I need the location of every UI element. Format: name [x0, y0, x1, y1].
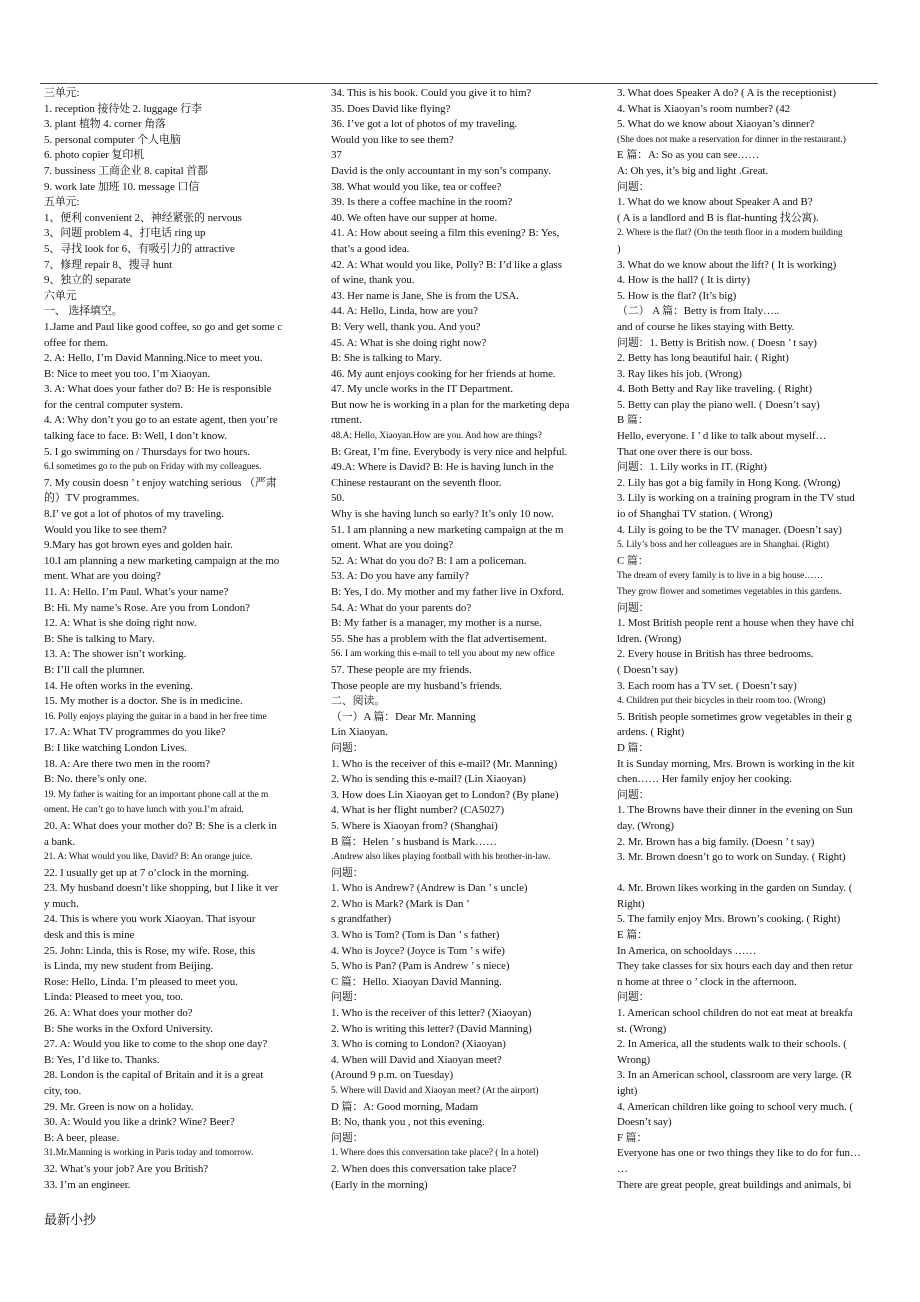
text-line: B: No. there’s only one. — [44, 773, 147, 786]
text-line: 3. How does Lin Xiaoyan get to London? (By plane) — [331, 788, 559, 801]
text-line: 4. Children put their bicycles in their room too. (Wrong) — [617, 696, 826, 707]
text-line: 5. I go swimming on / Thursdays for two hours. — [44, 445, 250, 458]
text-line: 2. Who is writing this letter? (David Manning) — [331, 1022, 532, 1035]
text-line: 52. A: What do you do? B: I am a policeman. — [331, 554, 527, 567]
text-line: ( Doesn’t say) — [617, 663, 678, 676]
text-line: talking face to face. B: Well, I don’t know. — [44, 430, 228, 443]
text-line: 27. A: Would you like to come to the shop one day? — [44, 1038, 268, 1051]
text-line — [617, 866, 879, 882]
text-line: 5. How is the flat? (It’s big) — [617, 289, 737, 302]
text-line: Linda: Pleased to meet you, too. — [44, 991, 184, 1004]
text-line: is Linda, my new student from Beijing. — [44, 960, 214, 973]
text-line: （二） A 篇：Betty is from Italy….. — [617, 305, 780, 318]
text-line: st. (Wrong) — [617, 1022, 667, 1035]
text-line: 51. I am planning a new marketing campaign at the m — [331, 523, 564, 536]
text-line: offee for them. — [44, 336, 109, 349]
text-line: C 篇： — [617, 554, 649, 567]
text-line: .Andrew also likes playing football with his brother-in-law. — [331, 852, 551, 863]
text-line: 28. London is the capital of Britain and it is a great — [44, 1069, 264, 1082]
text-line: 5、寻找 look for 6、有吸引力的 attractive — [44, 242, 235, 255]
text-line: 1. The Browns have their dinner in the evening on Sun — [617, 804, 853, 817]
text-line: chen…… Her family enjoy her cooking. — [617, 773, 792, 786]
text-line: 4. Mr. Brown likes working in the garden on Sunday. ( — [617, 882, 853, 895]
text-line: 32. What’s your job? Are you British? — [44, 1162, 209, 1175]
text-line: 48.A: Hello, Xiaoyan.How are you. And how are things? — [331, 431, 542, 442]
text-line: 3. A: What does your father do? B: He is responsible — [44, 383, 272, 396]
text-line: of wine, thank you. — [331, 274, 415, 287]
text-line: 3. Who is Tom? (Tom is Dan ’ s father) — [331, 929, 500, 942]
text-line: 45. A: What is she doing right now? — [331, 336, 487, 349]
text-line: 38. What would you like, tea or coffee? — [331, 180, 502, 193]
text-line: 6.I sometimes go to the pub on Friday with my colleagues. — [44, 462, 262, 473]
text-line: 13. A: The shower isn’t working. — [44, 648, 187, 661]
text-line: B: I like watching London Lives. — [44, 741, 187, 754]
text-line: a bank. — [44, 835, 76, 848]
text-line: 23. My husband doesn’t like shopping, but I like it ver — [44, 882, 279, 895]
text-line: 41. A: How about seeing a film this evening? B: Yes, — [331, 227, 560, 240]
text-line: 42. A: What would you like, Polly? B: I’d like a glass — [331, 258, 562, 271]
text-line: B: I’ll call the plumner. — [44, 663, 145, 676]
text-line: E 篇： — [617, 929, 648, 942]
text-line: B: She is talking to Mary. — [44, 632, 155, 645]
text-line: 5. Where will David and Xiaoyan meet? (At the airport) — [331, 1086, 539, 1096]
text-line: ardens. ( Right) — [617, 726, 685, 739]
text-line: 5. The family enjoy Mrs. Brown’s cooking. ( Right) — [617, 913, 841, 926]
text-line: 问题： — [331, 866, 364, 879]
text-line: 1. Who is the receiver of this letter? (Xiaoyan) — [331, 1007, 532, 1020]
text-line: Right) — [617, 897, 645, 910]
page-footer: 最新小抄 — [44, 1212, 97, 1227]
text-line: 7. bussiness 工商企业 8. capital 首都 — [44, 164, 208, 177]
text-line: 5. What do we know about Xiaoyan’s dinner? — [617, 118, 815, 131]
text-line: 4. How is the hall? ( It is dirty) — [617, 274, 750, 287]
column-left — [44, 86, 306, 1193]
text-line: 49.A: Where is David? B: He is having lunch in the — [331, 461, 554, 474]
text-line: 3. Lily is working on a training program in the TV stud — [617, 492, 855, 505]
text-line: 5. British people sometimes grow vegetables in their g — [617, 710, 852, 723]
text-line: 31.Mr.Manning is working in Paris today and tomorrow. — [44, 1148, 254, 1159]
text-line: 11. A: Hello. I’m Paul. What’s your name? — [44, 586, 229, 598]
text-line: 1. Where does this conversation take place? ( In a hotel) — [331, 1148, 539, 1159]
text-line: 2. Who is Mark? (Mark is Dan ’ — [331, 897, 470, 910]
text-line: 3. In an American school, classroom are very large. (R — [617, 1069, 852, 1082]
text-line: Why is she having lunch so early? It’s only 10 now. — [331, 508, 554, 521]
text-line: E 篇：A: So as you can see…… — [617, 149, 760, 162]
column-right — [617, 86, 879, 1193]
text-line: 3. Ray likes his job. (Wrong) — [617, 367, 742, 380]
text-line: B: My father is a manager, my mother is a nurse. — [331, 617, 542, 630]
text-line: 问题： — [331, 1131, 364, 1144]
text-line: 19. My father is waiting for an important phone call at the m — [44, 789, 269, 800]
text-line: C 篇：Hello. Xiaoyan David Manning. — [331, 975, 502, 988]
text-line: David is the only accountant in my son’s company. — [331, 164, 551, 177]
text-line: 56. I am working this e-mail to tell you about my new office — [331, 649, 555, 660]
text-line: ldren. (Wrong) — [617, 632, 682, 645]
text-line: 30. A: Would you like a drink? Wine? Beer? — [44, 1116, 235, 1129]
text-line: 1. Who is the receiver of this e-mail? (Mr. Manning) — [331, 757, 558, 770]
text-line: y much. — [44, 897, 79, 910]
text-line: 55. She has a problem with the flat advertisement. — [331, 632, 547, 645]
text-line: 2. Every house in British has three bedrooms. — [617, 648, 814, 661]
text-line: There are great people, great buildings and animals, bi — [617, 1178, 852, 1191]
text-line: B: A beer, please. — [44, 1131, 120, 1144]
text-line: 三单元: — [44, 87, 80, 99]
text-line: 25. John: Linda, this is Rose, my wife. Rose, this — [44, 944, 256, 957]
text-line: 34. This is his book. Could you give it to him? — [331, 87, 532, 99]
text-line: B: Hi. My name’s Rose. Are you from London? — [44, 601, 250, 614]
text-line: They grow flower and sometimes vegetables in this gardens. — [617, 587, 842, 597]
text-line: ight) — [617, 1085, 638, 1097]
text-line: 12. A: What is she doing right now. — [44, 617, 197, 630]
text-line: 43. Her name is Jane, She is from the USA. — [331, 289, 519, 302]
text-line: 二、阅读。 — [331, 695, 386, 708]
text-line: 35. Does David like flying? — [331, 102, 451, 115]
text-line: 7、修理 repair 8、搜寻 hunt — [44, 258, 173, 271]
text-line: 39. Is there a coffee machine in the room? — [331, 196, 513, 209]
text-line: for the central computer system. — [44, 398, 184, 411]
text-line: ) — [617, 242, 621, 255]
text-line: 2. Betty has long beautiful hair. ( Right) — [617, 352, 789, 365]
text-line: Hello, everyone. I ’ d like to talk about myself… — [617, 430, 827, 443]
text-line: 问题：1. Lily works in IT. (Right) — [617, 461, 767, 474]
text-line: 26. A: What does your mother do? — [44, 1007, 193, 1020]
text-line: 5. Betty can play the piano well. ( Doesn’t say) — [617, 398, 820, 411]
text-line: B 篇： — [617, 414, 649, 427]
text-line: B: Nice to meet you too. I’m Xiaoyan. — [44, 367, 211, 380]
text-line: 3. What does Speaker A do? ( A is the receptionist) — [617, 87, 836, 99]
text-line: It is Sunday morning, Mrs. Brown is working in the kit — [617, 757, 855, 770]
text-line: They take classes for six hours each day and then retur — [617, 960, 853, 973]
text-line: 8.I’ ve got a lot of photos of my traveling. — [44, 508, 224, 521]
text-line: 3、问题 problem 4、打电话 ring up — [44, 227, 206, 240]
text-line: n home at three o ’ clock in the afternoon. — [617, 975, 797, 988]
text-line: B: Great, I’m fine. Everybody is very nice and helpful. — [331, 445, 568, 458]
text-line: Would you like to see them? — [331, 133, 454, 146]
text-line: 1.Jame and Paul like good coffee, so go and get some c — [44, 320, 283, 333]
text-line: 9. work late 加班 10. message 口信 — [44, 180, 200, 193]
text-line: and of course he likes staying with Betty. — [617, 320, 795, 333]
text-line: 7. My cousin doesn ’ t enjoy watching serious （严肃 — [44, 476, 277, 489]
text-line: 2. When does this conversation take place? — [331, 1162, 517, 1175]
text-line: D 篇： — [617, 741, 650, 754]
text-line: 4. Both Betty and Ray like traveling. ( Right) — [617, 383, 812, 396]
text-line: rtment. — [331, 414, 362, 427]
text-line: 14. He often works in the evening. — [44, 679, 193, 692]
text-line: （一）A 篇：Dear Mr. Manning — [331, 710, 476, 723]
text-line: 4. What is Xiaoyan’s room number? (42 — [617, 102, 791, 115]
text-line: B 篇：Helen ’ s husband is Mark…… — [331, 835, 497, 848]
text-line: 53. A: Do you have any family? — [331, 570, 469, 583]
text-line: Would you like to see them? — [44, 523, 167, 536]
text-line: D 篇：A: Good morning, Madam — [331, 1100, 479, 1113]
text-line: B: No, thank you , not this evening. — [331, 1116, 485, 1129]
text-line: 1. reception 接待处 2. luggage 行李 — [44, 102, 202, 115]
text-line: 50. — [331, 492, 345, 505]
text-line: Everyone has one or two things they like to do for fun… — [617, 1147, 861, 1160]
text-line: B: She works in the Oxford University. — [44, 1022, 213, 1035]
text-line: 36. I’ve got a lot of photos of my traveling. — [331, 118, 518, 131]
text-line: Lin Xiaoyan. — [331, 726, 388, 739]
text-line: Those people are my husband’s friends. — [331, 679, 503, 692]
text-line: desk and this is mine — [44, 929, 135, 942]
text-line: 问题： — [331, 991, 364, 1004]
text-line: B: Very well, thank you. And you? — [331, 320, 481, 333]
text-line: 五单元: — [44, 196, 80, 209]
text-line: 4. What is her flight number? (CA5027) — [331, 804, 505, 817]
text-line: 15. My mother is a doctor. She is in medicine. — [44, 695, 243, 708]
text-line: (Early in the morning) — [331, 1178, 428, 1191]
text-line: 4. Who is Joyce? (Joyce is Tom ’ s wife) — [331, 944, 505, 957]
text-line: 33. I’m an engineer. — [44, 1178, 131, 1191]
text-line: B: Yes, I’d like to. Thanks. — [44, 1053, 160, 1066]
text-line: 2. Where is the flat? (On the tenth floor in a modern building — [617, 228, 843, 239]
text-line: That one over there is our boss. — [617, 445, 753, 458]
text-line: 10.I am planning a new marketing campaign at the mo — [44, 554, 280, 567]
text-line: 5. Lily’s boss and her colleagues are in Shanghai. (Right) — [617, 540, 829, 551]
text-line: 5. Where is Xiaoyan from? (Shanghai) — [331, 819, 498, 832]
text-line: B: Yes, I do. My mother and my father live in Oxford. — [331, 586, 564, 598]
text-line: 1、便利 convenient 2、神经紧张的 nervous — [44, 211, 242, 224]
text-line: 问题： — [617, 788, 650, 801]
text-line: that’s a good idea. — [331, 242, 410, 255]
text-line: 40. We often have our supper at home. — [331, 211, 498, 224]
text-line: 1. Who is Andrew? (Andrew is Dan ’ s uncle) — [331, 882, 528, 895]
text-line: 1. Most British people rent a house when they have chi — [617, 617, 855, 630]
text-line: 1. What do we know about Speaker A and B? — [617, 196, 813, 209]
text-line: 4. American children like going to school very much. ( — [617, 1100, 853, 1113]
text-line: 5. Who is Pan? (Pam is Andrew ’ s niece) — [331, 960, 510, 973]
text-line: 问题： — [617, 991, 650, 1004]
text-line: 2. In America, all the students walk to their schools. ( — [617, 1038, 847, 1051]
text-line: (She does not make a reservation for dinner in the restaurant.) — [617, 134, 846, 145]
text-line: 47. My uncle works in the IT Department. — [331, 383, 513, 396]
text-line: In America, on schooldays …… — [617, 944, 757, 957]
text-line: (Around 9 p.m. on Tuesday) — [331, 1069, 454, 1082]
top-rule — [40, 83, 878, 84]
text-line: 3. plant 植物 4. corner 角落 — [44, 118, 166, 131]
text-line: 29. Mr. Green is now on a holiday. — [44, 1100, 194, 1113]
text-line: 问题： — [617, 601, 650, 614]
text-line: 44. A: Hello, Linda, how are you? — [331, 305, 478, 318]
text-line: ( A is a landlord and B is flat-hunting 找公寓). — [617, 211, 819, 224]
text-line: oment. He can’t go to have lunch with you.I’m afraid. — [44, 805, 244, 816]
text-line: 9.Mary has got brown eyes and golden hair. — [44, 539, 233, 552]
text-line: 5. personal computer 个人电脑 — [44, 133, 181, 146]
text-line: ment. What are you doing? — [44, 570, 161, 583]
text-line: 21. A: What would you like, David? B: An orange juice. — [44, 852, 253, 863]
text-line: 22. I usually get up at 7 o’clock in the morning. — [44, 866, 250, 879]
column-middle — [331, 86, 593, 1193]
text-line: 2. A: Hello, I’m David Manning.Nice to meet you. — [44, 352, 263, 365]
text-line: 6. photo copier 复印机 — [44, 149, 145, 162]
text-line: … — [617, 1162, 628, 1175]
text-line: Wrong) — [617, 1053, 651, 1066]
text-line: io of Shanghai TV station. ( Wrong) — [617, 508, 773, 521]
text-line: 9、独立的 separate — [44, 274, 131, 287]
text-line: oment. What are you doing? — [331, 539, 454, 552]
text-line: F 篇： — [617, 1131, 648, 1144]
text-line: 问题： — [331, 741, 364, 754]
text-line: 54. A: What do your parents do? — [331, 601, 472, 614]
text-line: 2. Who is sending this e-mail? (Lin Xiaoyan) — [331, 773, 526, 786]
text-line: Rose: Hello, Linda. I’m pleased to meet you. — [44, 975, 238, 988]
text-line: 1. American school children do not eat meat at breakfa — [617, 1007, 853, 1020]
text-line: 20. A: What does your mother do? B: She is a clerk in — [44, 819, 277, 832]
text-line: 六单元 — [44, 289, 77, 302]
text-line: 37 — [331, 149, 342, 162]
text-line: 4. When will David and Xiaoyan meet? — [331, 1053, 502, 1066]
text-line: Chinese restaurant on the seventh floor. — [331, 476, 502, 489]
text-line: 57. These people are my friends. — [331, 663, 472, 676]
text-line: 的）TV programmes. — [44, 492, 140, 505]
text-line: B: She is talking to Mary. — [331, 352, 442, 365]
text-line: 2. Mr. Brown has a big family. (Doesn ’ t say) — [617, 835, 815, 848]
text-line: 问题：1. Betty is British now. ( Doesn ’ t say) — [617, 336, 817, 349]
text-line: 18. A: Are there two men in the room? — [44, 757, 211, 770]
text-line: city, too. — [44, 1085, 82, 1097]
text-line: 46. My aunt enjoys cooking for her friends at home. — [331, 367, 556, 380]
text-line: 17. A: What TV programmes do you like? — [44, 726, 226, 739]
text-line: 2. Lily has got a big family in Hong Kong. (Wrong) — [617, 476, 841, 489]
text-line: 4. A: Why don’t you go to an estate agent, then you’re — [44, 414, 278, 427]
text-line: day. (Wrong) — [617, 819, 674, 832]
text-line: The dream of every family is to live in a big house…… — [617, 571, 823, 582]
text-line: 3. Mr. Brown doesn’t go to work on Sunday. ( Right) — [617, 851, 846, 864]
text-line: But now he is working in a plan for the marketing depa — [331, 398, 570, 411]
text-line: 一、 选择填空。 — [44, 305, 123, 318]
text-line: 3. Who is coming to London? (Xiaoyan) — [331, 1038, 506, 1051]
text-line: Doesn’t say) — [617, 1116, 672, 1129]
text-line: s grandfather) — [331, 913, 392, 926]
text-line: 24. This is where you work Xiaoyan. That isyour — [44, 913, 256, 926]
text-line: 3. What do we know about the lift? ( It is working) — [617, 258, 837, 271]
text-line: 4. Lily is going to be the TV manager. (Doesn’t say) — [617, 523, 842, 536]
text-line: 问题： — [617, 180, 650, 193]
text-line: A: Oh yes, it’s big and light .Great. — [617, 164, 769, 177]
text-line: 16. Polly enjoys playing the guitar in a band in her free time — [44, 711, 267, 722]
text-line: 3. Each room has a TV set. ( Doesn’t say) — [617, 679, 797, 692]
